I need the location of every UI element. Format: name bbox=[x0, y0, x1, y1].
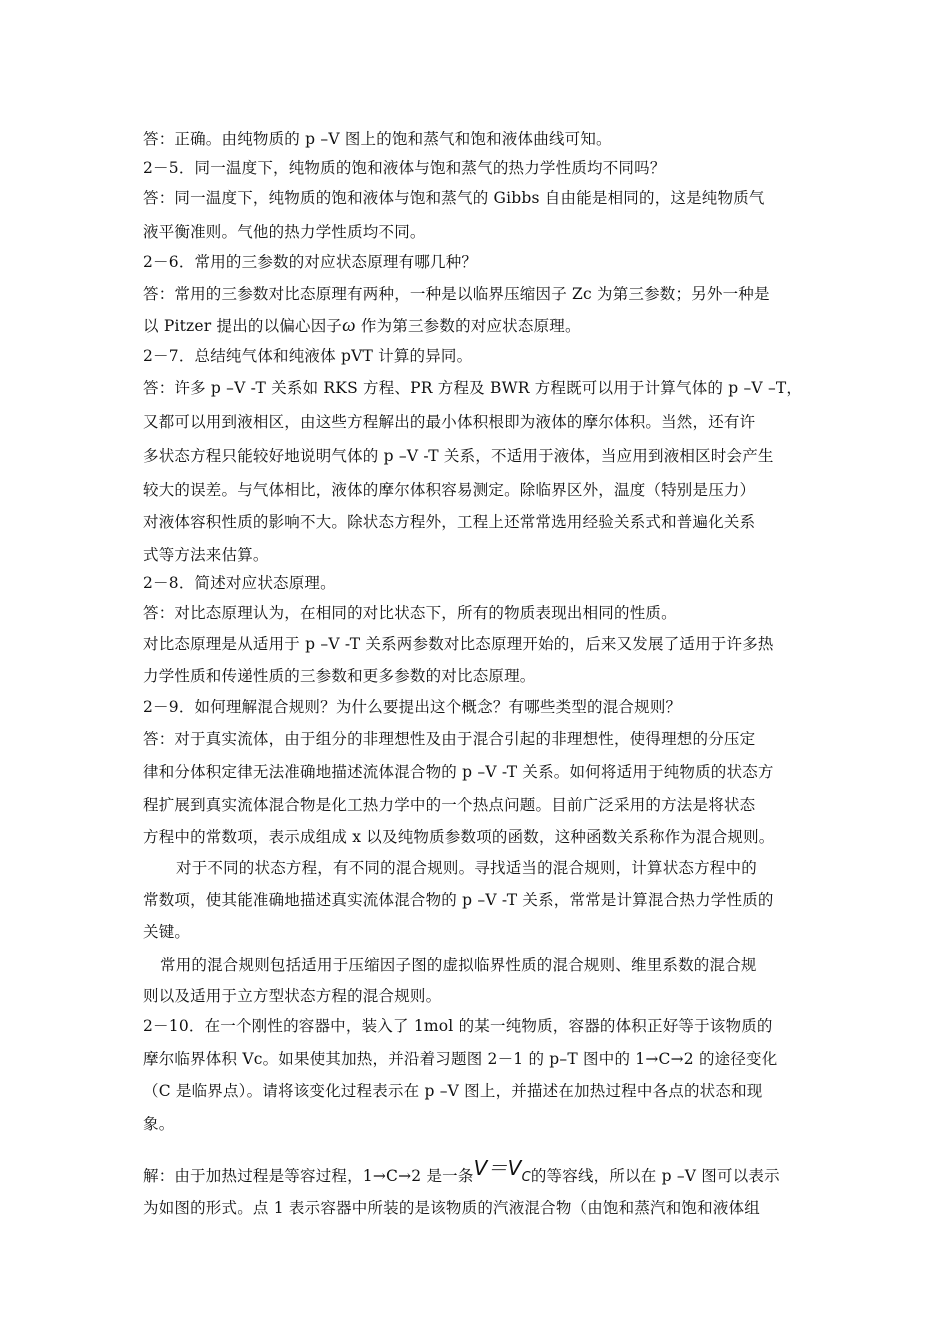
equation-subscript: C bbox=[521, 1170, 531, 1185]
answer-line: 常数项，使其能准确地描述真实流体混合物的 p –V -T 关系，常常是计算混合热力学性质的 bbox=[143, 891, 774, 909]
question-line: 摩尔临界体积 Vc。如果使其加热，并沿着习题图 2－1 的 p–T 图中的 1→C→2 的途径变化 bbox=[143, 1050, 778, 1068]
question-2-9: 2－9．如何理解混合规则？为什么要提出这个概念？有哪些类型的混合规则？ bbox=[143, 698, 682, 716]
question-2-7: 2－7．总结纯气体和纯液体 pVT 计算的异同。 bbox=[143, 347, 473, 365]
text-segment: 解：由于加热过程是等容过程，1→C→2 是一条 bbox=[143, 1167, 474, 1185]
answer-line: 答：正确。由纯物质的 p –V 图上的饱和蒸气和饱和液体曲线可知。 bbox=[143, 130, 612, 148]
answer-line: 答：同一温度下，纯物质的饱和液体与饱和蒸气的 Gibbs 自由能是相同的，这是纯物质气 bbox=[143, 189, 765, 207]
equation-main: V＝V bbox=[473, 1156, 522, 1180]
question-line: 象。 bbox=[143, 1115, 175, 1133]
answer-line: 式等方法来估算。 bbox=[143, 546, 269, 564]
answer-line: 答：许多 p –V -T 关系如 RKS 方程、PR 方程及 BWR 方程既可以用于计算气体的 p –V –T， bbox=[143, 379, 803, 397]
answer-line: 方程中的常数项，表示成组成 x 以及纯物质参数项的函数，这种函数关系称作为混合规则。 bbox=[143, 828, 775, 846]
answer-line: 答：对比态原理认为，在相同的对比状态下，所有的物质表现出相同的性质。 bbox=[143, 604, 677, 622]
answer-line: 答：对于真实流体，由于组分的非理想性及由于混合引起的非理想性，使得理想的分压定 bbox=[143, 730, 756, 748]
answer-line: 较大的误差。与气体相比，液体的摩尔体积容易测定。除临界区外，温度（特别是压力） bbox=[143, 481, 756, 499]
question-2-5: 2－5．同一温度下，纯物质的饱和液体与饱和蒸气的热力学性质均不同吗？ bbox=[143, 159, 666, 177]
answer-line-omega bbox=[143, 316, 581, 336]
answer-paragraph-indent: 对于不同的状态方程，有不同的混合规则。寻找适当的混合规则，计算状态方程中的 bbox=[176, 859, 757, 877]
answer-line: 力学性质和传递性质的三参数和更多参数的对比态原理。 bbox=[143, 667, 536, 685]
solution-line: 为如图的形式。点 1 表示容器中所装的是该物质的汽液混合物（由饱和蒸汽和饱和液体组 bbox=[143, 1199, 760, 1217]
answer-line: 对液体容积性质的影响不大。除状态方程外，工程上还常常选用经验关系式和普遍化关系 bbox=[143, 513, 756, 531]
answer-line: 律和分体积定律无法准确地描述流体混合物的 p –V -T 关系。如何将适用于纯物质的状态方 bbox=[143, 763, 774, 781]
answer-line: 关键。 bbox=[143, 923, 191, 941]
question-2-10: 2－10．在一个刚性的容器中，装入了 1mol 的某一纯物质，容器的体积正好等于该物质的 bbox=[143, 1017, 773, 1035]
question-2-8: 2－8．简述对应状态原理。 bbox=[143, 574, 336, 592]
answer-line: 则以及适用于立方型状态方程的混合规则。 bbox=[143, 987, 442, 1005]
answer-line: 多状态方程只能较好地说明气体的 p –V -T 关系，不适用于液体，当应用到液相区时会产生 bbox=[143, 447, 774, 465]
question-2-6: 2－6．常用的三参数的对应状态原理有哪几种？ bbox=[143, 253, 478, 271]
answer-line: 又都可以用到液相区，由这些方程解出的最小体积根即为液体的摩尔体积。当然，还有许 bbox=[143, 413, 756, 431]
question-line: （C 是临界点）。请将该变化过程表示在 p –V 图上，并描述在加热过程中各点的状态和现 bbox=[143, 1082, 763, 1100]
isochore-equation bbox=[473, 1156, 531, 1185]
answer-line: 液平衡准则。气他的热力学性质均不同。 bbox=[143, 223, 426, 241]
answer-line: 对比态原理是从适用于 p –V -T 关系两参数对比态原理开始的，后来又发展了适用于许多热 bbox=[143, 635, 774, 653]
answer-line: 程扩展到真实流体混合物是化工热力学中的一个热点问题。目前广泛采用的方法是将状态 bbox=[143, 796, 756, 814]
text-segment: 以 Pitzer 提出的以偏心因子 bbox=[143, 317, 343, 335]
text-segment: 的等容线，所以在 p –V 图可以表示 bbox=[530, 1167, 780, 1185]
answer-paragraph-indent: 常用的混合规则包括适用于压缩因子图的虚拟临界性质的混合规则、维里系数的混合规 bbox=[160, 956, 757, 974]
answer-line: 答：常用的三参数对比态原理有两种，一种是以临界压缩因子 Zc 为第三参数；另外一种是 bbox=[143, 285, 770, 303]
solution-line-equation bbox=[143, 1156, 780, 1188]
text-segment: 作为第三参数的对应状态原理。 bbox=[355, 317, 581, 335]
omega-symbol: ω bbox=[342, 315, 356, 336]
